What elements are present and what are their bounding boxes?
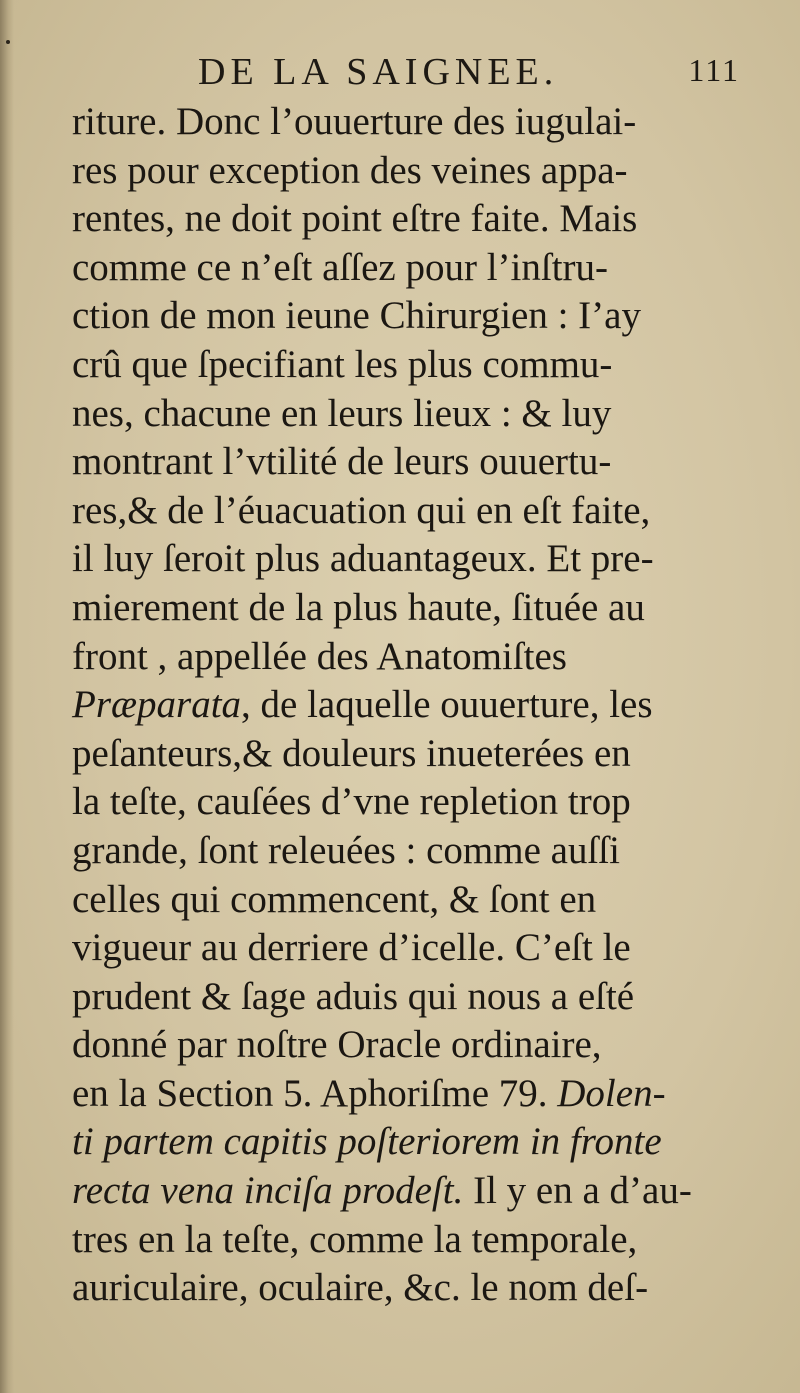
text-line <box>72 535 772 584</box>
text-segment: vigueur au derriere d’icelle. C’eſt le <box>72 926 631 970</box>
text-segment: donné par noſtre Oracle ordinaire, <box>72 1023 602 1067</box>
text-line <box>72 681 772 730</box>
text-line <box>72 1021 772 1070</box>
text-line <box>72 584 772 633</box>
text-line <box>72 633 772 682</box>
text-segment: nes, chacune en leurs lieux : & luy <box>72 391 612 435</box>
text-segment: grande, ſont releuées : comme auſſi <box>72 828 620 872</box>
text-line <box>72 1118 772 1167</box>
text-line <box>72 1167 772 1216</box>
running-title: DE LA SAIGNEE. <box>198 51 559 93</box>
italic-text-segment: Præparata <box>72 683 242 727</box>
text-segment: front , appellée des Anatomiſtes <box>72 634 567 678</box>
text-segment: peſanteurs,& douleurs inueterées en <box>72 731 631 775</box>
ink-speck <box>6 40 10 44</box>
text-line <box>72 98 772 147</box>
text-line <box>72 195 772 244</box>
text-segment: res,& de l’éuacuation qui en eſt faite, <box>72 488 651 532</box>
text-segment: riture. Donc l’ouuerture des iugulai- <box>72 100 637 143</box>
text-line <box>72 147 772 196</box>
italic-text-segment: Dolen- <box>557 1071 666 1115</box>
text-line <box>72 924 772 973</box>
text-segment: montrant l’vtilité de leurs ouuertu- <box>72 440 612 484</box>
text-segment: celles qui commencent, & ſont en <box>72 877 597 921</box>
text-segment: res pour exception des veines appa- <box>72 148 628 192</box>
text-segment: rentes, ne doit point eſtre faite. Mais <box>72 197 638 241</box>
text-segment: en la Section 5. Aphoriſme 79. <box>72 1071 558 1115</box>
text-line <box>72 1070 772 1119</box>
text-line <box>72 438 772 487</box>
text-line <box>72 1264 772 1313</box>
text-line <box>72 730 772 779</box>
page-header <box>150 42 750 102</box>
text-segment: auriculaire, oculaire, &c. le nom deſ- <box>72 1266 649 1310</box>
text-line <box>72 827 772 876</box>
text-line <box>72 244 772 293</box>
text-segment: Il y en a d’au- <box>463 1169 692 1213</box>
text-line <box>72 341 772 390</box>
page-spine-shadow <box>0 0 14 1393</box>
text-segment: , de laquelle ouuerture, les <box>241 683 653 727</box>
text-segment: il luy ſeroit plus aduantageux. Et pre- <box>72 537 654 581</box>
text-segment: ction de mon ieune Chirurgien : I’ay <box>72 294 641 338</box>
text-line <box>72 292 772 341</box>
text-segment: mierement de la plus haute, ſituée au <box>72 585 645 629</box>
text-segment: crû que ſpecifiant les plus commu- <box>72 342 613 386</box>
page-number: 111 <box>688 52 740 88</box>
text-line <box>72 1216 772 1265</box>
text-line <box>72 390 772 439</box>
text-line <box>72 876 772 925</box>
text-segment: comme ce n’eſt aſſez pour l’inſtru- <box>72 245 609 289</box>
text-line <box>72 487 772 536</box>
italic-text-segment: ti partem capitis poſteriorem in fronte <box>72 1120 662 1164</box>
body-text <box>72 98 772 1313</box>
text-segment: prudent & ſage aduis qui nous a eſté <box>72 974 635 1018</box>
text-line <box>72 973 772 1022</box>
text-segment: tres en la teſte, comme la temporale, <box>72 1217 638 1261</box>
italic-text-segment: recta vena inciſa prodeſt. <box>72 1169 464 1213</box>
text-segment: la teſte, cauſées d’vne repletion trop <box>72 780 631 824</box>
text-line <box>72 778 772 827</box>
